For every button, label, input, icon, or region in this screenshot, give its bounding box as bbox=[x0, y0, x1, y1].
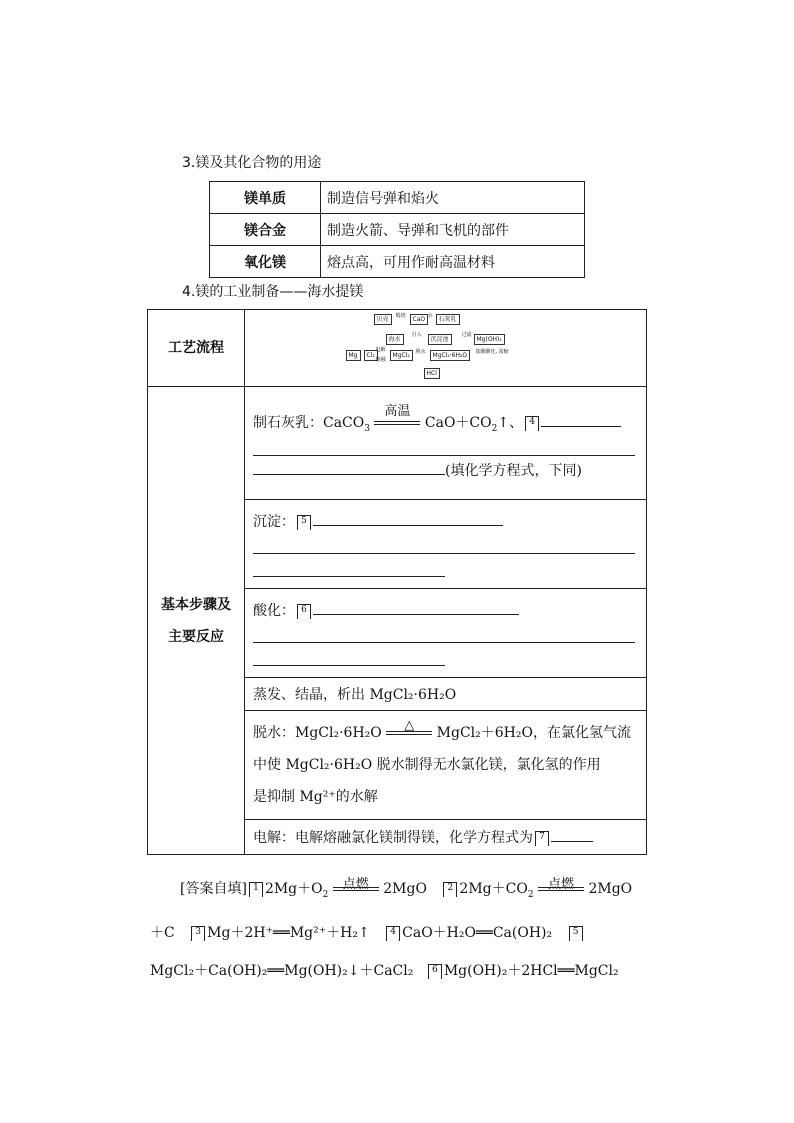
use-key: 镁合金 bbox=[210, 214, 321, 246]
blank-number: 4 bbox=[386, 926, 400, 941]
flow-node: Mg bbox=[346, 350, 361, 361]
answer-5: MgCl₂＋Ca(OH)₂══Mg(OH)₂↓＋CaCl₂ bbox=[150, 962, 414, 979]
flow-node: MgCl₂ bbox=[390, 350, 413, 361]
use-value: 制造信号弹和焰火 bbox=[321, 182, 585, 214]
acid-prefix: 酸化： bbox=[253, 603, 295, 619]
flow-node: 贝壳 bbox=[374, 314, 392, 325]
flow-label-text: 熔融 bbox=[375, 357, 386, 363]
blank-number: 5 bbox=[569, 926, 583, 941]
answer-6: Mg(OH)₂＋2HCl══MgCl₂ bbox=[443, 962, 619, 979]
answer-blank[interactable] bbox=[551, 841, 593, 842]
dehyd-line: 中使 MgCl₂·6H₂O 脱水制得无水氯化镁，氯化氢的作用 bbox=[253, 757, 601, 773]
table-row bbox=[210, 214, 585, 246]
answer-1: 2Mg＋O bbox=[264, 881, 323, 897]
answer-section: [答案自填] 1 $2Mg+O_2$ 点燃 2MgO 2 $2Mg+CO_2$ 点燃 2MgO ＋C 3 Mg＋2H⁺══Mg²⁺＋H₂↑ 4 CaO＋H₂O══Ca(OH)₂ 5 MgCl₂＋Ca(OH)₂══Mg(OH)₂↓＋CaCl₂ 6 Mg(OH)₂＋2HCl══MgCl₂ bbox=[150, 877, 633, 979]
uses-table bbox=[209, 181, 585, 278]
dehyd-suffix: MgCl₂＋6H₂O，在氯化氢气流 bbox=[436, 725, 631, 741]
condition-arrow: 点燃 bbox=[538, 880, 584, 898]
section-4-title: 4.镁的工业制备——海水提镁 bbox=[182, 284, 364, 300]
dehyd-line: 是抑制 Mg²⁺的水解 bbox=[253, 789, 378, 805]
flow-node: 石灰乳 bbox=[436, 314, 460, 325]
answer-blank[interactable] bbox=[253, 554, 445, 577]
lime-prefix: 制石灰乳：CaCO bbox=[253, 414, 365, 431]
evap-step-cell bbox=[245, 678, 647, 711]
lime-step-cell bbox=[245, 387, 647, 500]
steps-label-line: 主要反应 bbox=[168, 628, 224, 645]
answer-blank[interactable] bbox=[253, 620, 635, 643]
blank-number: 4 bbox=[525, 416, 539, 431]
answer-2-cont: ＋C bbox=[150, 924, 175, 941]
flow-node: Mg(OH)₂ bbox=[474, 334, 505, 345]
blank-number: 5 bbox=[297, 515, 311, 530]
process-flow-diagram bbox=[346, 312, 546, 384]
use-key: 镁单质 bbox=[210, 182, 321, 214]
flow-node: 海水 bbox=[386, 334, 404, 345]
blank-number: 6 bbox=[297, 604, 311, 619]
condition-arrow: △ bbox=[386, 724, 432, 742]
flow-node: Cl₂ bbox=[364, 350, 378, 361]
lime-products: CaO＋CO bbox=[424, 414, 492, 431]
steps-label-line: 基本步骤及 bbox=[161, 596, 231, 613]
blank-number: 3 bbox=[191, 926, 205, 941]
lime-equation: 制石灰乳：CaCO$_3$ 高温 $CaO+CO_2↑$、 4 bbox=[253, 412, 638, 434]
steps-label bbox=[148, 387, 245, 855]
answer-blank[interactable] bbox=[253, 433, 635, 456]
elec-step-cell bbox=[245, 820, 647, 855]
condition-arrow: 点燃 bbox=[333, 880, 379, 898]
answer-blank[interactable] bbox=[313, 525, 503, 526]
flow-label-text: 过滤 bbox=[461, 332, 472, 338]
answer-blank[interactable] bbox=[541, 426, 621, 427]
flow-label-text: 盐酸酸化, 浓缩 bbox=[475, 349, 509, 355]
flow-label-text: 引入 bbox=[411, 332, 422, 338]
dehyd-prefix: 脱水：MgCl₂·6H₂O bbox=[253, 725, 382, 741]
answer-blank[interactable] bbox=[253, 643, 445, 666]
elec-text: 电解：电解熔融氯化镁制得镁，化学方程式为 bbox=[253, 830, 533, 846]
process-table bbox=[147, 309, 647, 855]
flow-diagram-cell bbox=[245, 310, 647, 387]
flow-label: 工艺流程 bbox=[148, 310, 245, 387]
answer-2: 2Mg＋CO bbox=[459, 881, 528, 897]
answer-4: CaO＋H₂O══Ca(OH)₂ bbox=[402, 924, 553, 941]
table-row bbox=[210, 182, 585, 214]
flow-label-text: 煅烧 bbox=[395, 313, 406, 319]
blank-number: 2 bbox=[443, 882, 457, 897]
flow-node: HCl bbox=[424, 368, 440, 379]
table-row bbox=[148, 310, 647, 387]
use-key: 氧化镁 bbox=[210, 246, 321, 278]
answer-3: Mg＋2H⁺══Mg²⁺＋H₂↑ bbox=[207, 924, 370, 941]
answer-label: [答案自填] bbox=[180, 881, 247, 897]
flow-label-text: 脱水 bbox=[415, 349, 426, 355]
acid-step-cell bbox=[245, 589, 647, 678]
dehyd-step-cell bbox=[245, 711, 647, 820]
use-value: 制造火箭、导弹和飞机的部件 bbox=[321, 214, 585, 246]
answer-blank[interactable] bbox=[253, 474, 445, 475]
condition-arrow: 高温 bbox=[374, 414, 420, 432]
flow-node: CaO bbox=[410, 314, 429, 325]
answer-blank[interactable] bbox=[313, 614, 519, 615]
table-row bbox=[210, 246, 585, 278]
answer-blank[interactable] bbox=[253, 531, 635, 554]
table-row bbox=[148, 387, 647, 500]
blank-number: 1 bbox=[249, 882, 263, 897]
section-3-title: 3.镁及其化合物的用途 bbox=[182, 155, 322, 171]
blank-number: 7 bbox=[535, 831, 549, 846]
use-value: 熔点高，可用作耐高温材料 bbox=[321, 246, 585, 278]
evap-text: 蒸发、结晶，析出 MgCl₂·6H₂O bbox=[253, 687, 457, 703]
flow-label-text: 水 bbox=[427, 313, 433, 319]
blank-number: 6 bbox=[428, 964, 442, 979]
flow-node: MgCl₂·6H₂O bbox=[430, 350, 471, 361]
flow-label-text: 电解 bbox=[375, 347, 386, 353]
precip-prefix: 沉淀： bbox=[253, 514, 295, 530]
precip-step-cell bbox=[245, 500, 647, 589]
fill-note: (填化学方程式，下同) bbox=[445, 463, 582, 480]
flow-node: 沉淀池 bbox=[428, 334, 452, 345]
